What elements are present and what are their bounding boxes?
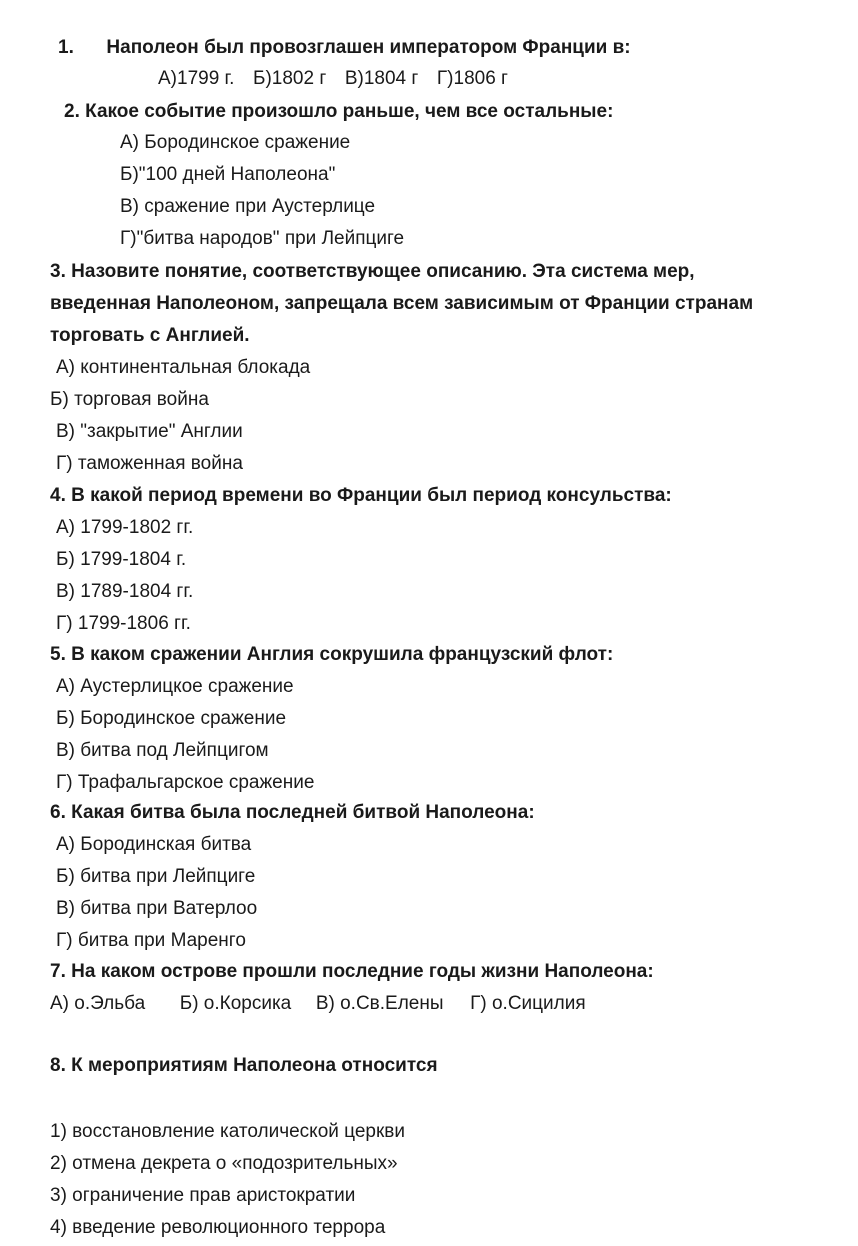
- question-8: 8. К мероприятиям Наполеона относится: [50, 1055, 438, 1076]
- question-1: [58, 36, 631, 60]
- option: В) о.Св.Елены: [315, 993, 444, 1014]
- option: А) о.Эльба: [50, 993, 146, 1014]
- option: Б)1802 г: [253, 68, 327, 89]
- option: А) Бородинская битва: [56, 834, 252, 855]
- option: Г) 1799-1806 гг.: [56, 613, 191, 634]
- option: Б) битва при Лейпциге: [56, 866, 256, 887]
- question-3-line: введенная Наполеоном, запрещала всем зависимым от Франции странам: [50, 293, 754, 314]
- option: Б)"100 дней Наполеона": [120, 164, 336, 185]
- option: Г)"битва народов" при Лейпциге: [120, 228, 405, 249]
- question-1-number: 1.: [58, 37, 74, 58]
- option: Б) 1799-1804 г.: [56, 549, 187, 570]
- option: Б) торговая война: [50, 389, 209, 410]
- option: В) битва при Ватерлоо: [56, 898, 258, 919]
- question-7-options: [50, 992, 586, 1016]
- option: 3) ограничение прав аристократии: [50, 1185, 356, 1206]
- option: В)1804 г: [344, 68, 419, 89]
- option: 4) введение революционного террора: [50, 1217, 386, 1238]
- option: В) битва под Лейпцигом: [56, 740, 269, 761]
- question-3-line: торговать с Англией.: [50, 325, 250, 346]
- option: В) "закрытие" Англии: [56, 421, 243, 442]
- option: В) 1789-1804 гг.: [56, 581, 194, 602]
- option: А) Аустерлицкое сражение: [56, 676, 294, 697]
- question-6: 6. Какая битва была последней битвой Наполеона:: [50, 802, 535, 823]
- option: Г) о.Сицилия: [470, 993, 586, 1014]
- option: Б) о.Корсика: [179, 993, 292, 1014]
- option: А) 1799-1802 гг.: [56, 517, 194, 538]
- option: 1) восстановление католической церкви: [50, 1121, 405, 1142]
- question-7: 7. На каком острове прошли последние годы жизни Наполеона:: [50, 961, 654, 982]
- option: В) сражение при Аустерлице: [120, 196, 376, 217]
- option: Г) таможенная война: [56, 453, 243, 474]
- question-5: 5. В каком сражении Англия сокрушила французский флот:: [50, 644, 614, 665]
- option: 2) отмена декрета о «подозрительных»: [50, 1153, 398, 1174]
- option: А)1799 г.: [158, 68, 235, 89]
- question-2: 2. Какое событие произошло раньше, чем все остальные:: [64, 101, 614, 122]
- option: Г) Трафальгарское сражение: [56, 772, 315, 793]
- option: А) континентальная блокада: [56, 357, 311, 378]
- option: Г)1806 г: [436, 68, 508, 89]
- option: Б) Бородинское сражение: [56, 708, 287, 729]
- question-4: 4. В какой период времени во Франции был период консульства:: [50, 485, 672, 506]
- option: А) Бородинское сражение: [120, 132, 351, 153]
- question-3-line: 3. Назовите понятие, соответствующее описанию. Эта система мер,: [50, 261, 695, 282]
- question-1-text: Наполеон был провозглашен императором Франции в:: [106, 37, 631, 58]
- question-1-options: [158, 67, 508, 91]
- option: Г) битва при Маренго: [56, 930, 246, 951]
